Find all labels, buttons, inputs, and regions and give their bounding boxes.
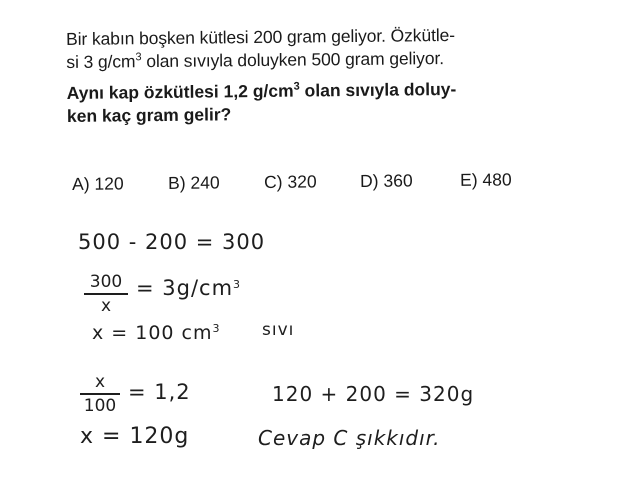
answer-options bbox=[72, 169, 532, 198]
option-e: E) 480 bbox=[459, 169, 512, 190]
question-text bbox=[66, 23, 547, 128]
fraction-2-denominator: 100 bbox=[83, 396, 117, 416]
solution-step-1: 500 - 200 = 300 bbox=[78, 230, 266, 254]
option-b: B) 240 bbox=[167, 172, 220, 193]
fraction-2-bar bbox=[80, 393, 120, 395]
fraction-2-numerator: x bbox=[94, 372, 106, 392]
solution-step-2: = $3g/cm^3$ bbox=[136, 276, 242, 300]
solution-step-5: 120 + 200 = 320g bbox=[272, 382, 475, 406]
fraction-1-denominator: x bbox=[100, 296, 112, 316]
question-line-1: Bir kabın boşken kütlesi 200 gram geliyor. Özkütle- bbox=[66, 24, 456, 49]
solution-step-3-note: sıvı bbox=[262, 320, 295, 340]
solution-fraction-2 bbox=[80, 372, 120, 416]
option-c: C) 320 bbox=[263, 171, 317, 192]
question-prompt-line-2: ken kaç gram gelir? bbox=[66, 104, 232, 126]
question-prompt-line-1: Aynı kap özkütlesi 1,2 $g/cm^3$ olan sıvıyla doluy- bbox=[66, 78, 457, 103]
solution-step-3: x = 100 $cm^3$ bbox=[92, 322, 221, 344]
solution-fraction-1 bbox=[84, 272, 128, 316]
fraction-1-bar bbox=[84, 293, 128, 295]
option-d: D) 360 bbox=[359, 170, 413, 191]
solution-answer: Cevap C şıkkıdır. bbox=[258, 426, 441, 450]
option-a: A) 120 bbox=[72, 173, 124, 194]
fraction-1-numerator: 300 bbox=[89, 272, 123, 292]
solution-step-6: x = 120g bbox=[80, 424, 190, 449]
solution-step-4: = 1,2 bbox=[128, 380, 191, 404]
question-line-2: si 3 $g/cm^3$ olan sıvıyla doluyken 500 gram geliyor. bbox=[66, 48, 445, 72]
